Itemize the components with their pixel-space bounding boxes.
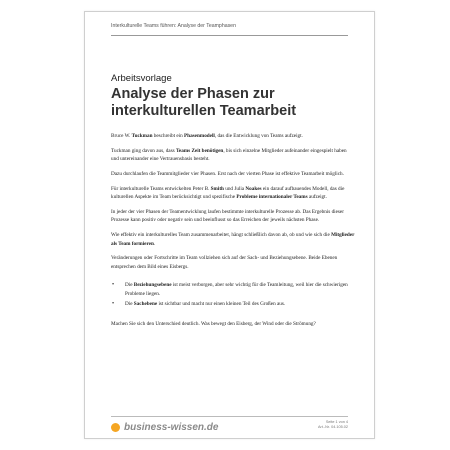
document-page (84, 11, 375, 439)
document-body (111, 132, 355, 335)
bullet-list (111, 281, 355, 308)
list-item: • Die Sachebene ist sichtbar und macht nur einen kleinen Teil des Großen aus. (112, 301, 286, 308)
paragraph: Tuckman ging davon aus, dass Teams Zeit benötigen, bis sich einzelne Mitglieder aufeinander eingespielt haben und untereinander eine Vertrauensbasis besteht. (111, 147, 347, 163)
article-number: Art.-Nr. 04.105.02 (318, 425, 348, 430)
paragraph: Für interkulturelle Teams entwickelten Peter B. Smith und Julia Noakes ein darauf aufbauendes Modell, das die kulturellen Aspekte im Team berücksichtigt und spezifische Probleme internationaler Teams aufzeigt. (111, 185, 345, 201)
footer-divider (111, 416, 348, 417)
document-title: Analyse der Phasen zur interkulturellen Teamarbeit (111, 86, 297, 119)
page-info (318, 420, 348, 431)
page-number: Seite 1 von 4 (325, 420, 348, 424)
list-item: • Die Beziehungsebene ist meist verborgen, aber sehr wichtig für die Teamleitung, weil hier die schwierigen Probleme liegen. (112, 282, 348, 297)
brand-logo (111, 422, 218, 433)
document-type-label: Arbeitsvorlage (111, 73, 172, 84)
paragraph: Dazu durchlaufen die Teammitglieder vier Phasen. Erst nach der vierten Phase ist effektive Teamarbeit möglich. (111, 171, 344, 177)
paragraph: Bruce W. Tuckman beschreibt ein Phasenmodell, das die Entwicklung von Teams aufzeigt. (111, 133, 303, 139)
paragraph: Wie effektiv ein interkulturelles Team zusammenarbeitet, hängt schließlich davon ab, ob und wie sich die Mitglieder als Team formieren. (111, 232, 355, 247)
bullet-icon: • (112, 301, 115, 308)
closing-paragraph: Machen Sie sich den Unterschied deutlich. Was bewegt den Eisberg, der Wind oder die Strömung? (111, 321, 316, 328)
logo-dot-icon (111, 423, 120, 432)
logo-text: business-wissen.de (124, 422, 219, 433)
running-header: Interkulturelle Teams führen: Analyse der Teamphasen (111, 23, 236, 29)
paragraph: In jeder der vier Phasen der Teamentwicklung laufen bestimmte interkulturelle Prozesse ab. Das Ergebnis dieser Prozesse kann positiv oder negativ sein und beeinflusst so das Erreichen der jeweils nächsten Phase. (111, 209, 344, 224)
header-divider (111, 35, 348, 36)
paragraph: Veränderungen oder Fortschritte im Team vollziehen sich auf der Sach- und Beziehungsebene. Beide Ebenen entsprechen dem Bild eines Eisbergs. (111, 255, 338, 270)
bullet-icon: • (112, 282, 115, 289)
